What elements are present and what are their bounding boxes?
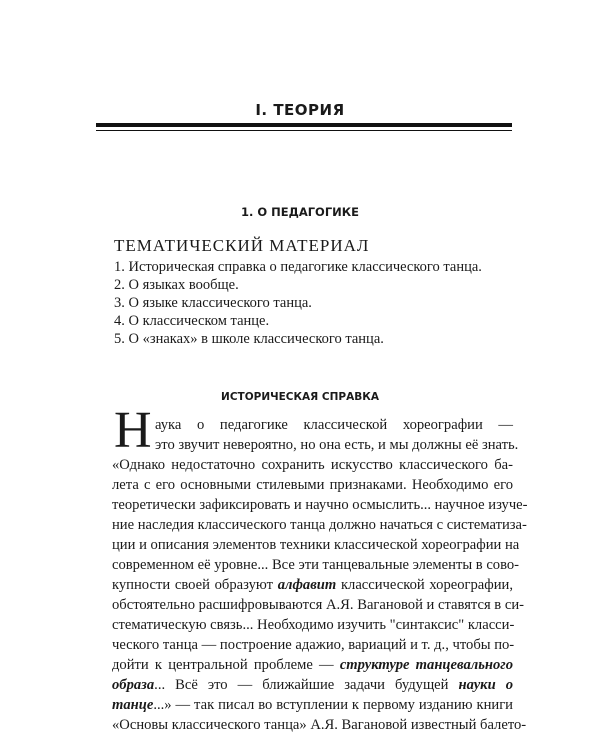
text-line: [112, 675, 513, 695]
emphasis-alphabet: алфавит: [277, 577, 337, 593]
text-line: «Основы классического танца» А.Я. Вагановой известный балето-: [112, 717, 527, 733]
toc-item: 2. О языках вообще.: [114, 277, 239, 293]
toc-item: 3. О языке классического танца.: [114, 295, 312, 311]
title-rule-thin: [96, 130, 512, 131]
emphasis-image: образа: [112, 677, 155, 693]
text-span: классической хореографии,: [336, 577, 513, 593]
part-title: I. ТЕОРИЯ: [255, 101, 345, 119]
text-span: ... Всё это — ближайшие задачи будущей: [154, 677, 459, 693]
text-line: это звучит невероятно, но она есть, и мы должны её знать.: [155, 437, 519, 453]
text-line: ции и описания элементов техники классической хореографии на: [112, 537, 520, 553]
text-line: [112, 655, 513, 675]
emphasis-science: науки о: [458, 677, 513, 693]
toc-item: 5. О «знаках» в школе классического танца.: [114, 331, 384, 347]
section-title: 1. О ПЕДАГОГИКЕ: [240, 205, 360, 219]
emphasis-structure: структуре танцевального: [339, 657, 513, 673]
text-line: теоретически зафиксировать и научно осмыслить... научное изуче-: [112, 497, 528, 513]
text-line: [112, 695, 513, 715]
title-rule-thick: [96, 123, 512, 127]
text-line: «Однако недостаточно сохранить искусство классического ба-: [112, 457, 513, 473]
text-line: обстоятельно расшифровываются А.Я. Вагановой и ставятся в си-: [112, 597, 524, 613]
text-line: аука о педагогике классической хореографии —: [155, 417, 513, 433]
subsection-title: ИСТОРИЧЕСКАЯ СПРАВКА: [221, 391, 379, 403]
emphasis-dance: танце: [112, 697, 154, 713]
text-line: стематическую связь... Необходимо изучить "синтаксис" класси-: [112, 617, 515, 633]
toc-list: [114, 258, 482, 348]
toc-heading: ТЕМАТИЧЕСКИЙ МАТЕРИАЛ: [114, 236, 370, 255]
drop-cap: Н: [114, 402, 152, 459]
text-line: современном её уровне... Все эти танцевальные элементы в сово-: [112, 557, 520, 573]
text-line: [112, 575, 513, 595]
text-line: ческого танца — построение адажио, вариаций и т. д., чтобы по-: [112, 637, 515, 653]
text-span: ...» — так писал во вступлении к первому изданию книги: [153, 697, 513, 713]
text-line: ние наследия классического танца должно начаться с систематиза-: [112, 517, 527, 533]
text-line: лета с его основными стилевыми признаками. Необходимо его: [112, 477, 513, 493]
text-span: купности своей образуют: [112, 577, 278, 593]
toc-item: 1. Историческая справка о педагогике классического танца.: [114, 259, 482, 275]
text-span: дойти к центральной проблеме —: [112, 657, 340, 673]
toc-item: 4. О классическом танце.: [114, 313, 270, 329]
